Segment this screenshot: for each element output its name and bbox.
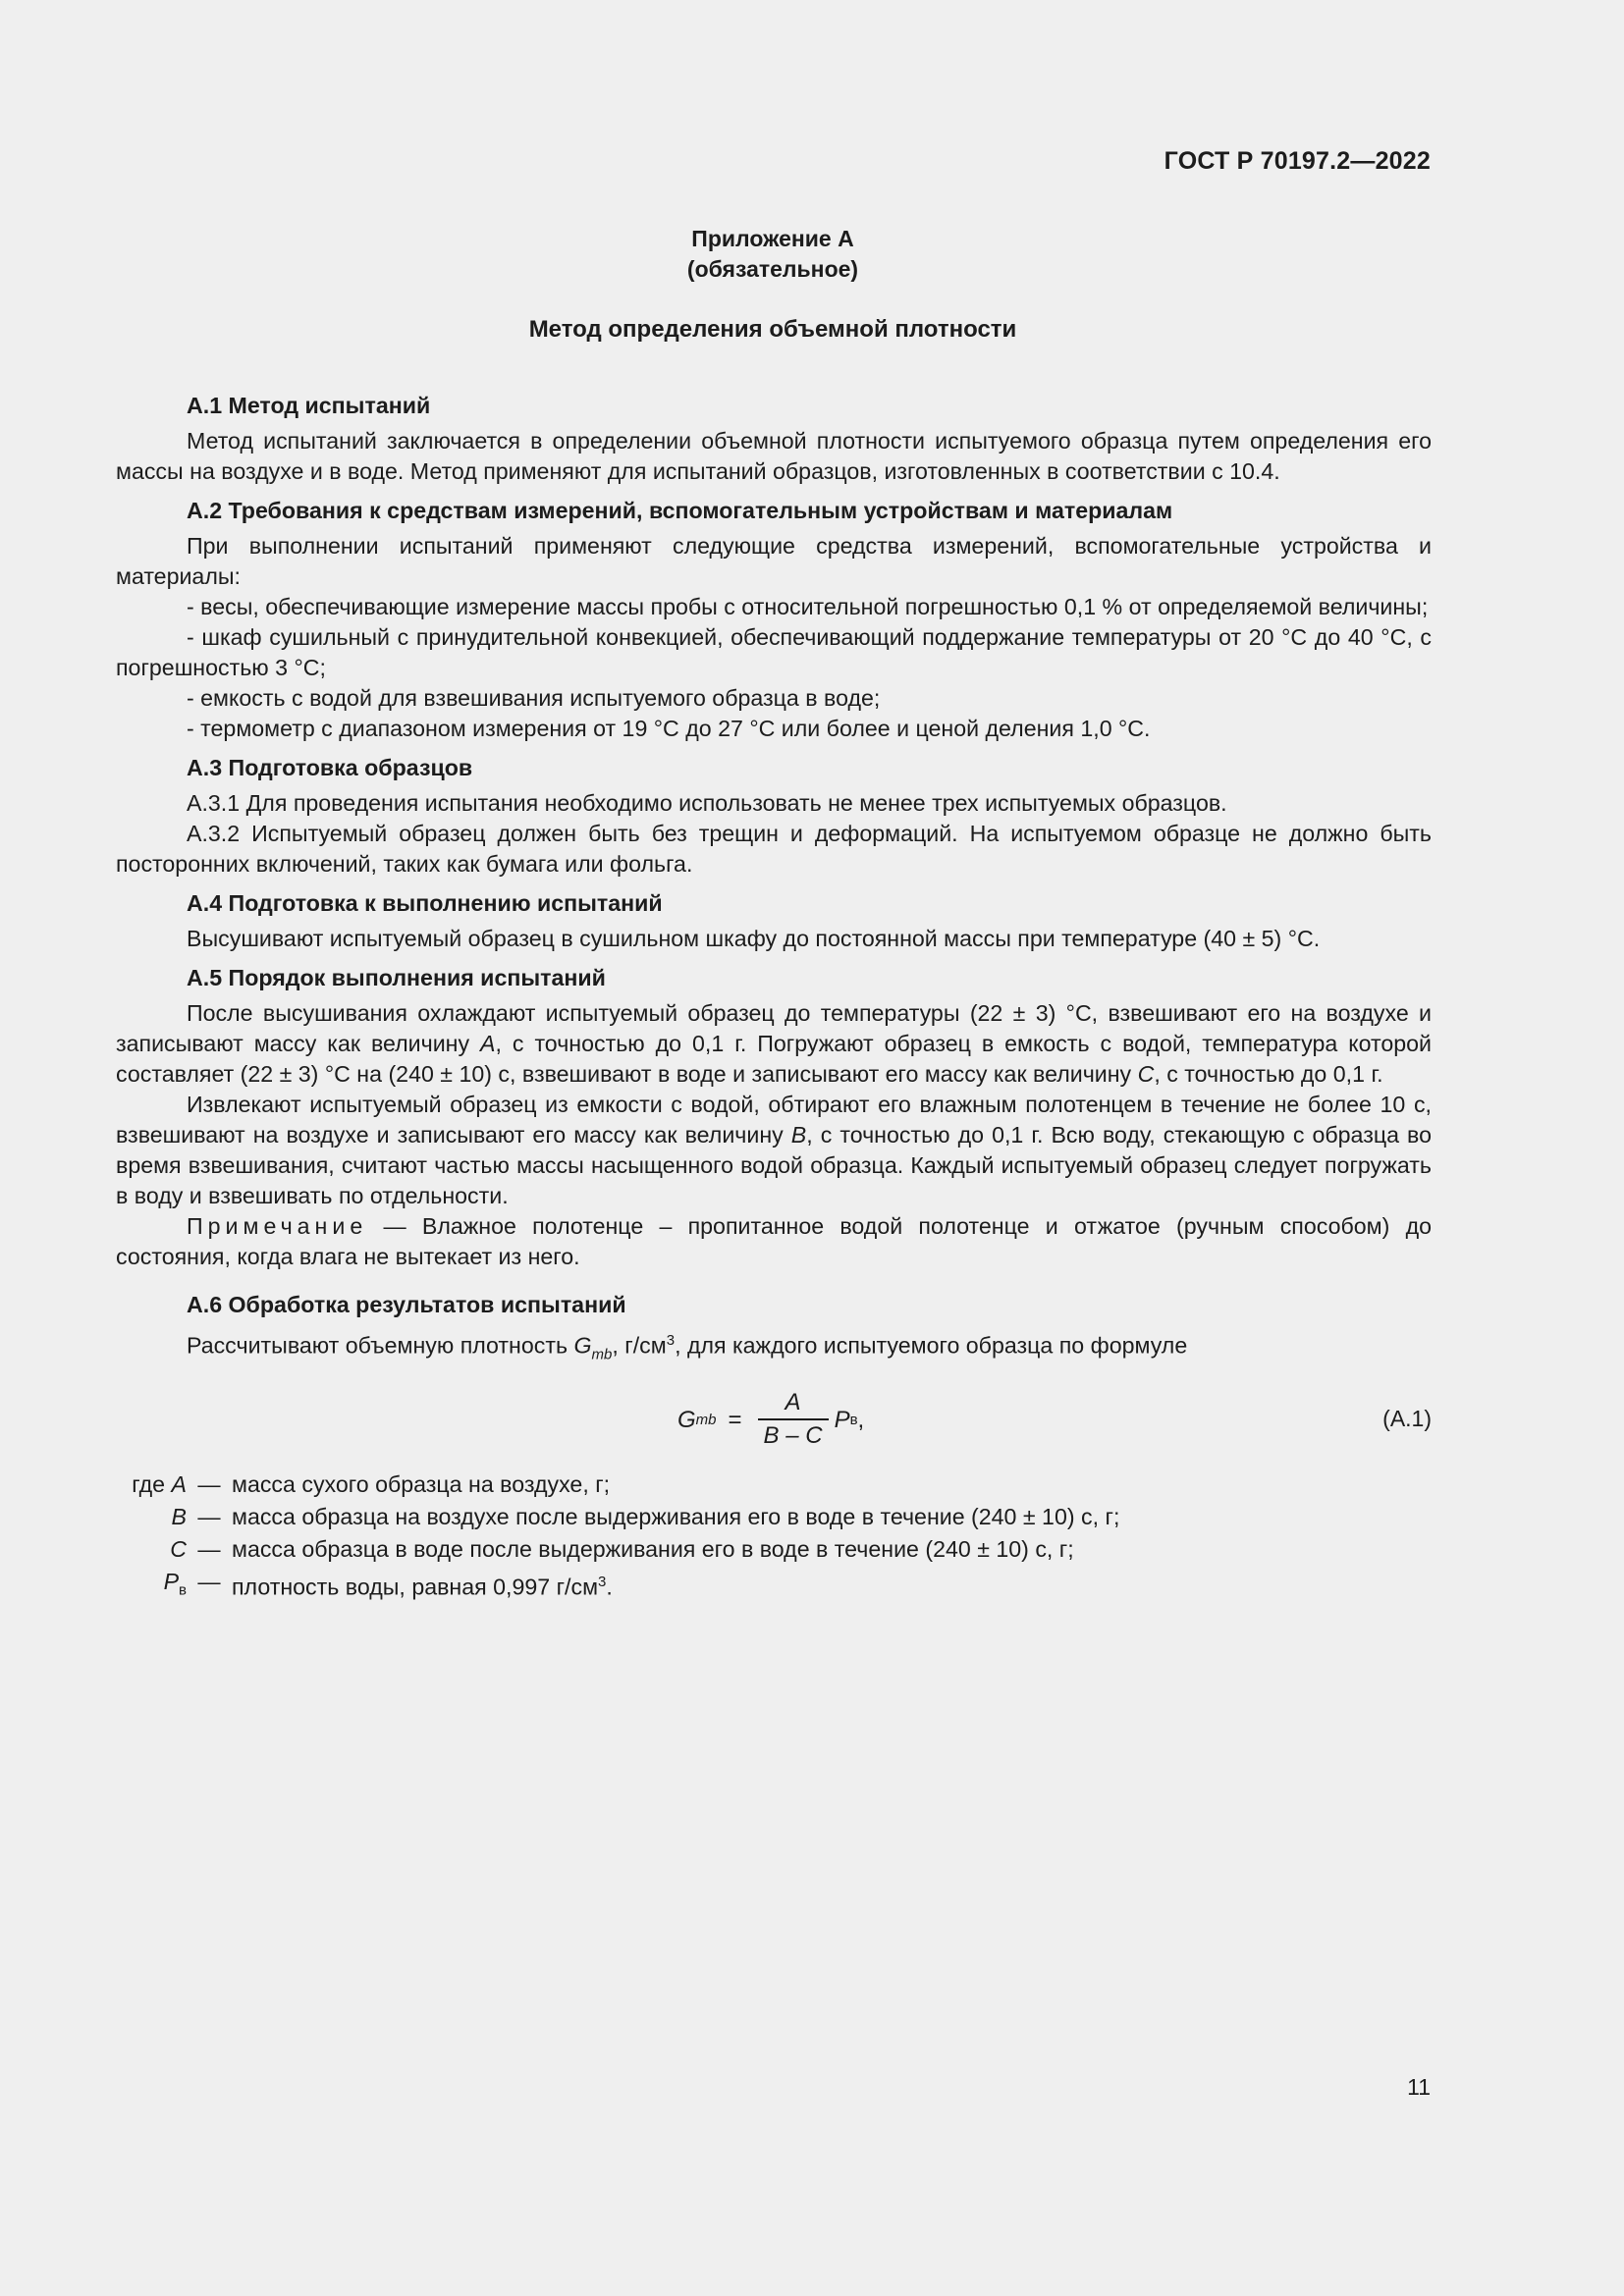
formula-lhs-sub: mb bbox=[695, 1411, 717, 1428]
page-number: 11 bbox=[1407, 2074, 1431, 2100]
note bbox=[116, 1211, 1432, 1272]
paragraph: При выполнении испытаний применяют следующие средства измерений, вспомогательные устройства и материалы: bbox=[116, 533, 1432, 589]
paragraph: А.3.1 Для проведения испытания необходимо использовать не менее трех испытуемых образцов. bbox=[187, 790, 1227, 816]
paragraph: Извлекают испытуемый образец из емкости с водой, обтирают его влажным полотенцем в течение не более 10 с, взвешивают на воздухе и записывают его массу как величину В, с точностью до 0,1 г. Всю воду, стекающую с образца во время взвешивания, считают частью массы насыщенного водой образца. Каждый испытуемый образец следует погружать в воду и взвешивать по отдельности. bbox=[116, 1092, 1432, 1208]
definition-row: B — масса образца на воздухе после выдерживания его в воде в течение (240 ± 10) с, г; bbox=[171, 1504, 1120, 1530]
definition-row: $P_в$ — плотность воды, равная 0,997 $г/см^3$. bbox=[163, 1569, 613, 1601]
list-item: - термометр с диапазоном измерения от 19 °С до 27 °С или более и ценой деления 1,0 °С. bbox=[187, 716, 1151, 741]
section-a5 bbox=[116, 963, 1432, 1272]
section-heading: А.6 Обработка результатов испытаний bbox=[187, 1292, 626, 1317]
section-a3 bbox=[116, 753, 1432, 880]
section-heading: А.4 Подготовка к выполнению испытаний bbox=[187, 890, 663, 916]
list-item: - весы, обеспечивающие измерение массы пробы с относительной погрешностью 0,1 % от определяемой величины; bbox=[187, 594, 1429, 619]
formula: G mb = $\frac{A}{B - C}$ P в , bbox=[677, 1378, 864, 1461]
formula-block bbox=[116, 1378, 1432, 1461]
section-a2 bbox=[116, 496, 1432, 744]
formula-equals: = bbox=[728, 1406, 742, 1433]
list-item: - емкость с водой для взвешивания испытуемого образца в воде; bbox=[187, 685, 881, 711]
formula-numerator: A bbox=[785, 1389, 801, 1416]
formula-factor-sub: в bbox=[849, 1411, 858, 1428]
definitions-list bbox=[116, 1468, 1432, 1607]
definition-row: C — масса образца в воде после выдерживания его в воде в течение (240 ± 10) с, г; bbox=[170, 1536, 1074, 1563]
section-a6 bbox=[116, 1290, 1432, 1369]
appendix-label: Приложение А bbox=[691, 226, 854, 251]
paragraph: После высушивания охлаждают испытуемый образец до температуры (22 ± 3) °С, взвешивают его на воздухе и записывают массу как величину А, с точностью до 0,1 г. Погружают образец в емкость с водой, температура которой составляет (22 ± 3) °С на (240 ± 10) с, взвешивают в воде и записывают его массу как величину С, с точностью до 0,1 г. bbox=[116, 1000, 1432, 1087]
formula-denominator: B – C bbox=[758, 1418, 829, 1452]
section-heading: А.3 Подготовка образцов bbox=[187, 755, 473, 780]
section-heading: А.5 Порядок выполнения испытаний bbox=[187, 965, 606, 990]
page-title: Метод определения объемной плотности bbox=[528, 316, 1017, 343]
document-code: ГОСТ Р 70197.2—2022 bbox=[1164, 147, 1431, 175]
section-heading: А.2 Требования к средствам измерений, вспомогательным устройствам и материалам bbox=[187, 498, 1173, 523]
appendix-status: (обязательное) bbox=[686, 256, 859, 282]
note-label: Примечание bbox=[187, 1213, 368, 1239]
note-text: — Влажное полотенце – пропитанное водой полотенце и отжатое (ручным способом) до состояния, когда влага не вытекает из него. bbox=[116, 1213, 1432, 1269]
paragraph: Рассчитывают объемную плотность $G_{mb}$, $г/см^3$, для каждого испытуемого образца по формуле bbox=[187, 1332, 1188, 1363]
document-body bbox=[116, 391, 1432, 1607]
paragraph: А.3.2 Испытуемый образец должен быть без трещин и деформаций. На испытуемом образце не должно быть посторонних включений, таких как бумага или фольга. bbox=[116, 821, 1432, 877]
paragraph: Высушивают испытуемый образец в сушильном шкафу до постоянной массы при температуре (40 ± 5) °С. bbox=[187, 926, 1321, 951]
formula-lhs: G bbox=[677, 1406, 696, 1433]
formula-factor: P bbox=[834, 1406, 850, 1433]
definition-row: где A — масса сухого образца на воздухе, г; bbox=[132, 1471, 611, 1498]
appendix-heading bbox=[0, 224, 1545, 285]
section-a4 bbox=[116, 888, 1432, 954]
formula-number: (А.1) bbox=[1382, 1406, 1432, 1432]
list-item: - шкаф сушильный с принудительной конвекцией, обеспечивающий поддержание температуры от 20 °С до 40 °С, с погрешностью 3 °С; bbox=[116, 624, 1432, 680]
paragraph: Метод испытаний заключается в определении объемной плотности испытуемого образца путем определения его массы на воздухе и в воде. Метод применяют для испытаний образцов, изготовленных в соответствии с 10.4. bbox=[116, 428, 1432, 484]
section-a1 bbox=[116, 391, 1432, 487]
section-heading: А.1 Метод испытаний bbox=[187, 393, 431, 418]
formula-fraction bbox=[758, 1387, 829, 1452]
